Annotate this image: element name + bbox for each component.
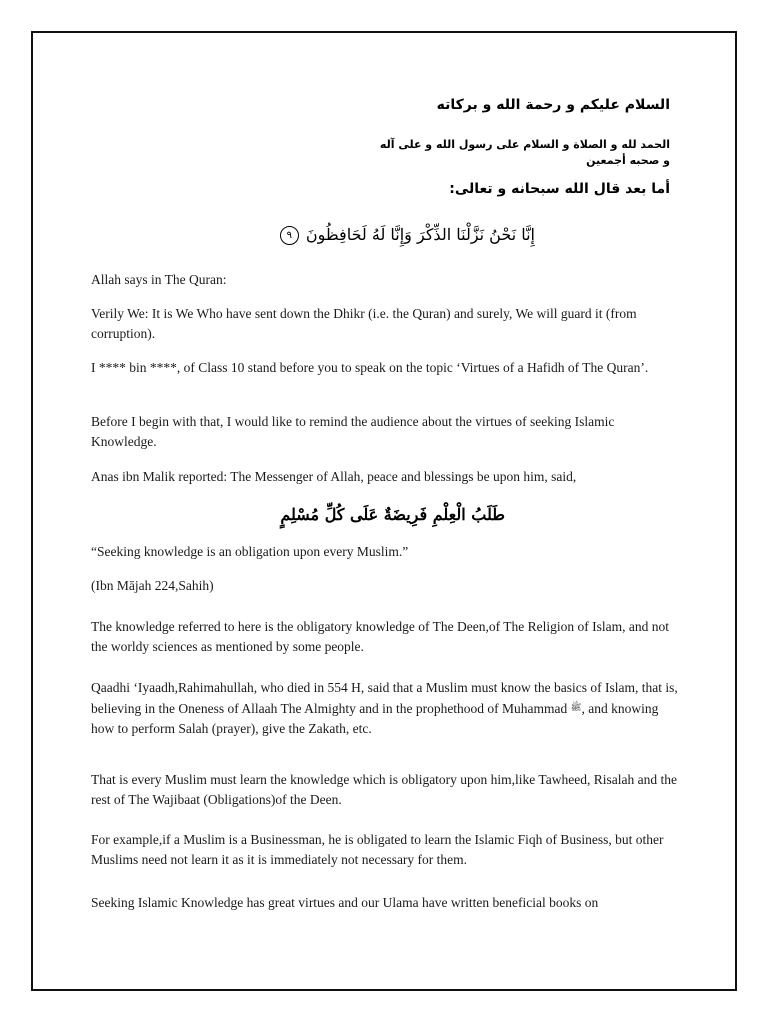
paragraph-every-muslim: That is every Muslim must learn the knowledge which is obligatory upon him,like Tawheed, Risalah and the rest of The Wajibaat (Obligations)of the Deen. <box>91 772 677 807</box>
quran-ayah <box>280 225 535 245</box>
paragraph-introduction: I **** bin ****, of Class 10 stand before you to speak on the topic ‘Virtues of a Hafidh of The Quran’. <box>91 360 649 375</box>
document-page <box>31 31 737 991</box>
paragraph-virtues-knowledge: Seeking Islamic Knowledge has great virtues and our Ulama have written beneficial books on <box>91 895 599 910</box>
paragraph-businessman-example: For example,if a Muslim is a Businessman, he is obligated to learn the Islamic Fiqh of Business, but other Muslims need not learn it as it is immediately not necessary for them. <box>91 832 664 867</box>
paragraph-obligatory-knowledge: The knowledge referred to here is the obligatory knowledge of The Deen,of The Religion of Islam, and not the worldy sciences as mentioned by some people. <box>91 619 669 654</box>
paragraph-allah-says: Allah says in The Quran: <box>91 272 227 287</box>
paragraph-qaadhi-iyaadh <box>91 678 681 739</box>
paragraph-translation: Verily We: It is We Who have sent down the Dhikr (i.e. the Quran) and surely, We will guard it (from corruption). <box>91 306 637 341</box>
arabic-amma-baad: أما بعد قال الله سبحانه و تعالى: <box>449 181 670 197</box>
arabic-greeting: السلام عليكم و رحمة الله و بركاته <box>436 97 670 113</box>
paragraph-hadith-translation: “Seeking knowledge is an obligation upon every Muslim.” <box>91 544 409 559</box>
ayah-number-marker: ٩ <box>280 226 299 245</box>
paragraph-anas-report: Anas ibn Malik reported: The Messenger of Allah, peace and blessings be upon him, said, <box>91 469 577 484</box>
qaadhi-text-start: Qaadhi ‘Iyaadh,Rahimahullah, who died in 554 H, said that a Muslim must know the basics of Islam, that is, believing in the Oneness of Allaah The Almighty and in the prophethood of Muhammad <box>91 680 678 716</box>
ayah-text: إِنَّا نَحْنُ نَزَّلْنَا الذِّكْرَ وَإِنَّا لَهُ لَحَافِظُونَ <box>305 225 535 244</box>
arabic-praise: الحمد لله و الصلاة و السلام على رسول الله و على آله و صحبه أجمعين <box>379 138 670 167</box>
paragraph-hadith-reference: (Ibn Mājah 224,Sahih) <box>91 578 214 593</box>
hadith-arabic: طَلَبُ الْعِلْمِ فَرِيضَةٌ عَلَى كُلِّ مُسْلِمٍ <box>280 505 505 524</box>
salawat-symbol: ﷺ <box>570 703 582 713</box>
qaadhi-text-end: , and knowing how to perform Salah (prayer), give the Zakath, etc. <box>91 701 659 736</box>
paragraph-reminder: Before I begin with that, I would like to remind the audience about the virtues of seeking Islamic Knowledge. <box>91 414 615 449</box>
